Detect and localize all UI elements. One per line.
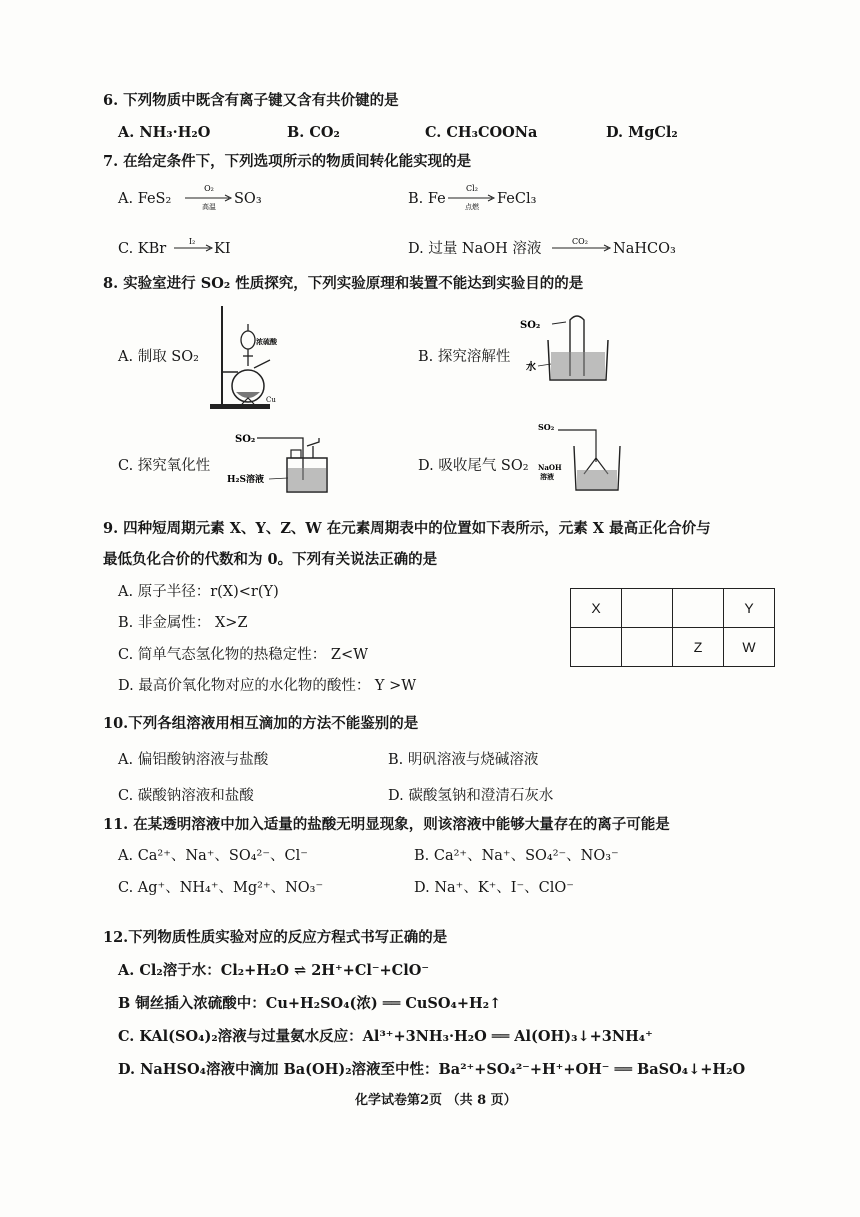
svg-text:O₂: O₂ bbox=[204, 184, 214, 193]
q9-option-a: A. 原子半径：r(X)<r(Y) bbox=[118, 584, 279, 600]
reaction-arrow bbox=[550, 236, 614, 258]
q8-option-b: B. 探究溶解性 bbox=[418, 349, 511, 365]
oxidation-test-apparatus bbox=[227, 428, 343, 498]
table-cell bbox=[571, 628, 622, 667]
acid-label: 浓硫酸 bbox=[256, 337, 277, 346]
table-cell: W bbox=[724, 628, 775, 667]
q10-option-b: B. 明矾溶液与烧碱溶液 bbox=[388, 752, 539, 768]
q11-option-d: D. Na⁺、K⁺、I⁻、ClO⁻ bbox=[414, 880, 574, 896]
q6-stem: 6. 下列物质中既含有离子键又含有共价键的是 bbox=[103, 92, 399, 109]
q10-option-d: D. 碳酸氢钠和澄清石灰水 bbox=[388, 788, 554, 804]
table-cell: Z bbox=[673, 628, 724, 667]
q9-option-c: C. 简单气态氢化物的热稳定性： Z<W bbox=[118, 647, 369, 663]
q7-stem: 7. 在给定条件下，下列选项所示的物质间转化能实现的是 bbox=[103, 153, 472, 170]
periodic-table-fragment bbox=[570, 588, 775, 667]
q12-option-a: A. Cl₂溶于水：Cl₂+H₂O ⇌ 2H⁺+Cl⁻+ClO⁻ bbox=[118, 962, 429, 979]
so2-generator-apparatus bbox=[208, 304, 288, 414]
q12-option-c: C. KAl(SO₄)₂溶液与过量氨水反应：Al³⁺+3NH₃·H₂O ══ Al(OH)₃↓+3NH₄⁺ bbox=[118, 1028, 653, 1045]
gas-label: SO₂ bbox=[538, 422, 555, 432]
svg-text:点燃: 点燃 bbox=[465, 203, 479, 211]
q8-option-a: A. 制取 SO₂ bbox=[118, 349, 199, 365]
reaction-arrow bbox=[446, 183, 498, 213]
q6-option-c: C. CH₃COONa bbox=[425, 124, 538, 141]
q11-option-b: B. Ca²⁺、Na⁺、SO₄²⁻、NO₃⁻ bbox=[414, 848, 619, 864]
solution-label-2: 溶液 bbox=[540, 472, 554, 481]
copper-label: Cu bbox=[266, 396, 276, 404]
table-cell bbox=[622, 589, 673, 628]
svg-text:CO₂: CO₂ bbox=[572, 237, 588, 246]
q10-stem: 10.下列各组溶液用相互滴加的方法不能鉴别的是 bbox=[103, 715, 419, 732]
q11-option-a: A. Ca²⁺、Na⁺、SO₄²⁻、Cl⁻ bbox=[118, 848, 308, 864]
svg-text:Cl₂: Cl₂ bbox=[466, 184, 478, 193]
q9-stem-line2: 最低负化合价的代数和为 0。下列有关说法正确的是 bbox=[103, 551, 438, 568]
reaction-arrow bbox=[183, 183, 235, 213]
q9-stem-line1: 9. 四种短周期元素 X、Y、Z、W 在元素周期表中的位置如下表所示，元素 X 最高正化合价与 bbox=[103, 520, 711, 537]
q11-stem: 11. 在某透明溶液中加入适量的盐酸无明显现象，则该溶液中能够大量存在的离子可能是 bbox=[103, 816, 670, 833]
q8-stem: 8. 实验室进行 SO₂ 性质探究，下列实验原理和装置不能达到实验目的的是 bbox=[103, 275, 584, 292]
table-row bbox=[571, 628, 775, 667]
solution-label: H₂S溶液 bbox=[227, 475, 264, 485]
q12-stem: 12.下列物质性质实验对应的反应方程式书写正确的是 bbox=[103, 929, 448, 946]
q11-option-c: C. Ag⁺、NH₄⁺、Mg²⁺、NO₃⁻ bbox=[118, 880, 324, 896]
page-footer: 化学试卷第2页 （共 8 页） bbox=[355, 1093, 517, 1108]
reaction-arrow bbox=[172, 236, 216, 258]
gas-label: SO₂ bbox=[520, 320, 541, 331]
q8-option-d: D. 吸收尾气 SO₂ bbox=[418, 458, 529, 474]
q9-option-b: B. 非金属性： X>Z bbox=[118, 615, 248, 631]
q8-option-c: C. 探究氧化性 bbox=[118, 458, 211, 474]
tail-gas-absorption-apparatus bbox=[538, 418, 638, 498]
q6-option-d: D. MgCl₂ bbox=[606, 124, 678, 141]
table-row bbox=[571, 589, 775, 628]
q6-option-a: A. NH₃·H₂O bbox=[118, 124, 211, 141]
q12-option-d: D. NaHSO₄溶液中滴加 Ba(OH)₂溶液至中性：Ba²⁺+SO₄²⁻+H⁺+OH⁻ ══ BaSO₄↓+H₂O bbox=[118, 1061, 746, 1078]
q12-option-b: B 铜丝插入浓硫酸中：Cu+H₂SO₄(浓) ══ CuSO₄+H₂↑ bbox=[118, 995, 502, 1012]
water-label: 水 bbox=[526, 362, 536, 373]
table-cell bbox=[673, 589, 724, 628]
table-cell: X bbox=[571, 589, 622, 628]
q10-option-c: C. 碳酸钠溶液和盐酸 bbox=[118, 788, 254, 804]
exam-page: 6. 下列物质中既含有离子键又含有共价键的是 A. NH₃·H₂O B. CO₂ C. CH₃COONa D. MgCl₂ 7. 在给定条件下，下列选项所示的物质间转化能实现的是 A. FeS₂ O₂ 高温 SO₃ B. Fe Cl₂ 点燃 FeCl₃ C. KBr I₂ KI D. 过量 NaOH 溶液 CO₂ NaHCO₃ 8. 实验室进行 SO₂ 性质探究，下列实验原理和装置不能达到实验目的的是 A. 制取 SO₂ 浓硫酸 Cu B. 探究溶解性 SO₂ 水 C. 探究氧化性 SO₂ H₂S溶液 D. 吸收尾气 SO₂ SO₂ NaOH 溶液 9. 四种短周期元素 X、Y、Z、W 在元素周期表中的位置如下表所示，元素 X 最高正化合价与 最低负化合价的代数和为 0。下列有关说法正确的是 A. 原子半径：r(X)<r(Y) B. 非金属性： X>Z C. 简单气态氢化物的热稳定性： Z<W D. 最高价氧化物对应的水化物的酸性： Y >W X Y Z W 10.下列各组溶液用相互滴加的方法不能鉴别的是 A. 偏铝酸钠溶液与盐酸 B. 明矾溶液与烧碱溶液 C. 碳酸钠溶液和盐酸 D. 碳酸氢钠和澄清石灰水 11. 在某透明溶液中加入适量的盐酸无明显现象，则该溶液中能够大量存在的离子可能是 A. Ca²⁺、Na⁺、SO₄²⁻、Cl⁻ B. Ca²⁺、Na⁺、SO₄²⁻、NO₃⁻ C. Ag⁺、NH₄⁺、Mg²⁺、NO₃⁻ D. Na⁺、K⁺、I⁻、ClO⁻ 12.下列物质性质实验对应的反应方程式书写正确的是 A. Cl₂溶于水：Cl₂+H₂O ⇌ 2H⁺+Cl⁻+ClO⁻ B 铜丝插入浓硫酸中：Cu+H₂SO₄(浓) ══ CuSO₄+H₂↑ C. KAl(SO₄)₂溶液与过量氨水反应：Al³⁺+3NH₃·H₂O ══ Al(OH)₃↓+3NH₄⁺ D. NaHSO₄溶液中滴加 Ba(OH)₂溶液至中性：Ba²⁺+SO₄²⁻+H⁺+OH⁻ ══ BaSO₄↓+H₂O 化学试卷第2页 （共 8 页） bbox=[0, 0, 860, 1217]
svg-text:高温: 高温 bbox=[202, 203, 216, 211]
solution-label-1: NaOH bbox=[538, 463, 562, 472]
q9-option-d: D. 最高价氧化物对应的水化物的酸性： Y >W bbox=[118, 678, 417, 694]
svg-text:I₂: I₂ bbox=[188, 237, 196, 246]
table-cell: Y bbox=[724, 589, 775, 628]
solubility-test-apparatus bbox=[518, 312, 628, 382]
q10-option-a: A. 偏铝酸钠溶液与盐酸 bbox=[118, 752, 269, 768]
table-cell bbox=[622, 628, 673, 667]
gas-label: SO₂ bbox=[235, 434, 256, 445]
q6-option-b: B. CO₂ bbox=[287, 124, 340, 141]
